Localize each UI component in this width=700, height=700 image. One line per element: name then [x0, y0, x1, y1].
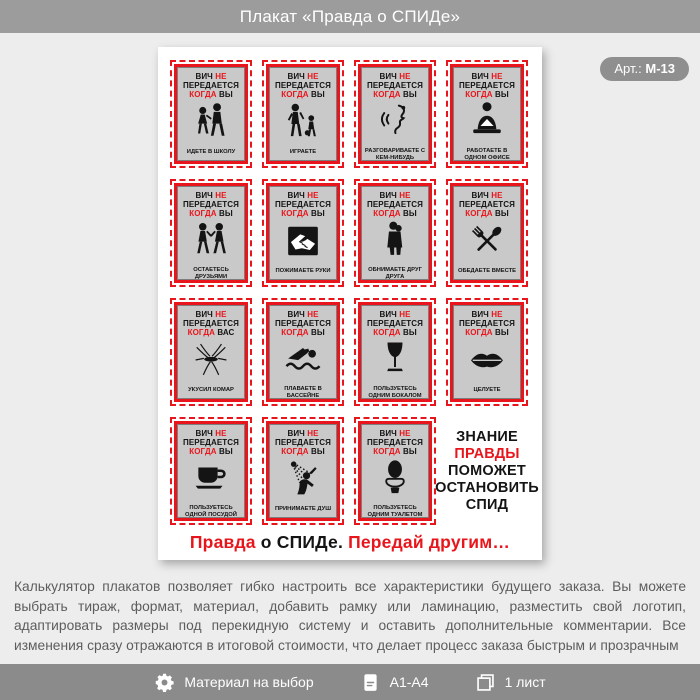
stamp-caption: ПОЛЬЗУЕТЕСЬ ОДНИМ БОКАЛОМ	[368, 386, 422, 399]
walk-school-icon	[189, 100, 233, 149]
stamp-card	[262, 179, 344, 287]
product-description: Калькулятор плакатов позволяет гибко настроить все характеристики будущего заказа. Вы можете выбрать тираж, формат, материал, добавить рамку или ламинацию, разместить свой логотип, адаптировать размеры под перекидную систему и оставить дополнительные комментарии. Все изменения сразу отражаются в итоговой стоимости, что делает процесс заказа быстрым и прозрачным	[14, 579, 686, 653]
feature-label: Материал на выбор	[184, 674, 314, 690]
stamp-caption: ОБЕДАЕТЕ ВМЕСТЕ	[457, 268, 517, 275]
copies-icon	[475, 672, 496, 693]
feature-material	[154, 672, 313, 693]
gear-icon	[154, 672, 175, 693]
shower-icon	[281, 457, 325, 506]
features-bar	[0, 664, 700, 700]
stamp-caption: ПОЖИМАЕТЕ РУКИ	[275, 268, 331, 275]
stamp-caption: УКУСИЛ КОМАР	[188, 387, 234, 394]
poster-tagline	[158, 532, 542, 553]
stamp-card	[354, 60, 436, 168]
stamp-caption: ИДЕТЕ В ШКОЛУ	[186, 149, 236, 156]
talk-icon	[373, 99, 417, 148]
article-label: Арт.:	[614, 61, 642, 76]
stamp-caption: ИГРАЕТЕ	[289, 149, 317, 156]
stamp-headline: ВИЧ НЕ ПЕРЕДАЕТСЯ КОГДА ВЫ	[275, 310, 331, 337]
stamp-headline: ВИЧ НЕ ПЕРЕДАЕТСЯ КОГДА ВЫ	[367, 191, 423, 218]
stamp-headline: ВИЧ НЕ ПЕРЕДАЕТСЯ КОГДА ВЫ	[183, 72, 239, 99]
knowledge-line: ПОМОЖЕТ	[448, 462, 526, 479]
dine-icon	[465, 219, 509, 268]
knowledge-line: ПРАВДЫ	[454, 445, 520, 462]
play-icon	[281, 100, 325, 149]
stamp-headline: ВИЧ НЕ ПЕРЕДАЕТСЯ КОГДА ВАС	[183, 310, 239, 337]
tagline-part: Правда	[189, 532, 256, 552]
tagline-part: о СПИДе.	[255, 532, 349, 552]
stamp-card	[354, 298, 436, 406]
tagline-part: Передай другим…	[348, 532, 511, 552]
dishes-icon	[189, 456, 233, 505]
stamp-grid	[170, 60, 539, 525]
stamp-caption: ПРИНИМАЕТЕ ДУШ	[274, 506, 332, 513]
stamp-card	[262, 298, 344, 406]
page-header	[0, 0, 700, 33]
wineglass-icon	[373, 337, 417, 386]
stamp-headline: ВИЧ НЕ ПЕРЕДАЕТСЯ КОГДА ВЫ	[459, 72, 515, 99]
toilet-icon	[373, 456, 417, 505]
stamp-caption: ПОЛЬЗУЕТЕСЬ ОДНИМ ТУАЛЕТОМ	[367, 505, 423, 518]
stamp-caption: ПОЛЬЗУЕТЕСЬ ОДНОЙ ПОСУДОЙ	[185, 505, 237, 518]
mosquito-icon	[189, 338, 233, 387]
stamp-card	[262, 60, 344, 168]
office-icon	[465, 99, 509, 148]
feature-label: 1 лист	[504, 674, 546, 690]
stamp-card	[446, 179, 528, 287]
knowledge-line: ОСТАНОВИТЬ	[435, 479, 539, 496]
stamp-headline: ВИЧ НЕ ПЕРЕДАЕТСЯ КОГДА ВЫ	[367, 310, 423, 337]
stamp-card	[446, 298, 528, 406]
stamp-card	[170, 417, 252, 525]
stamp-headline: ВИЧ НЕ ПЕРЕДАЕТСЯ КОГДА ВЫ	[183, 191, 239, 218]
stamp-caption: ЦЕЛУЕТЕ	[473, 387, 501, 394]
stamp-card	[170, 60, 252, 168]
knowledge-block	[435, 417, 539, 525]
friends-icon	[189, 218, 233, 267]
knowledge-line: ЗНАНИЕ	[456, 428, 518, 445]
stamp-card	[446, 60, 528, 168]
article-value: М-13	[645, 61, 675, 76]
feature-sheets	[475, 672, 546, 693]
page-title: Плакат «Правда о СПИДе»	[239, 6, 461, 26]
stamp-headline: ВИЧ НЕ ПЕРЕДАЕТСЯ КОГДА ВЫ	[275, 191, 331, 218]
stamp-caption: ОСТАЕТЕСЬ ДРУЗЬЯМИ	[193, 267, 229, 280]
stamp-headline: ВИЧ НЕ ПЕРЕДАЕТСЯ КОГДА ВЫ	[459, 310, 515, 337]
handshake-icon	[281, 219, 325, 268]
stamp-caption: ОБНИМАЕТЕ ДРУГ ДРУГА	[368, 267, 422, 280]
stamp-card	[354, 417, 436, 525]
stamp-headline: ВИЧ НЕ ПЕРЕДАЕТСЯ КОГДА ВЫ	[367, 429, 423, 456]
stamp-headline: ВИЧ НЕ ПЕРЕДАЕТСЯ КОГДА ВЫ	[275, 72, 331, 99]
stamp-caption: РАБОТАЕТЕ В ОДНОМ ОФИСЕ	[464, 148, 510, 161]
stamp-caption: ПЛАВАЕТЕ В БАССЕЙНЕ	[284, 386, 322, 399]
stamp-card	[262, 417, 344, 525]
stamp-card	[170, 179, 252, 287]
feature-label: А1-А4	[389, 674, 429, 690]
stamp-headline: ВИЧ НЕ ПЕРЕДАЕТСЯ КОГДА ВЫ	[367, 72, 423, 99]
kiss-icon	[465, 338, 509, 387]
stamp-caption: РАЗГОВАРИВАЕТЕ С КЕМ-НИБУДЬ	[364, 148, 426, 161]
sheet-icon	[360, 672, 381, 693]
stamp-headline: ВИЧ НЕ ПЕРЕДАЕТСЯ КОГДА ВЫ	[275, 429, 331, 456]
stamp-headline: ВИЧ НЕ ПЕРЕДАЕТСЯ КОГДА ВЫ	[183, 429, 239, 456]
stamp-card	[170, 298, 252, 406]
article-badge	[600, 57, 689, 81]
knowledge-line: СПИД	[465, 496, 509, 513]
swim-icon	[281, 337, 325, 386]
hug-icon	[373, 218, 417, 267]
poster-image[interactable]	[158, 47, 542, 560]
stamp-card	[354, 179, 436, 287]
stamp-headline: ВИЧ НЕ ПЕРЕДАЕТСЯ КОГДА ВЫ	[459, 191, 515, 218]
feature-format	[360, 672, 429, 693]
